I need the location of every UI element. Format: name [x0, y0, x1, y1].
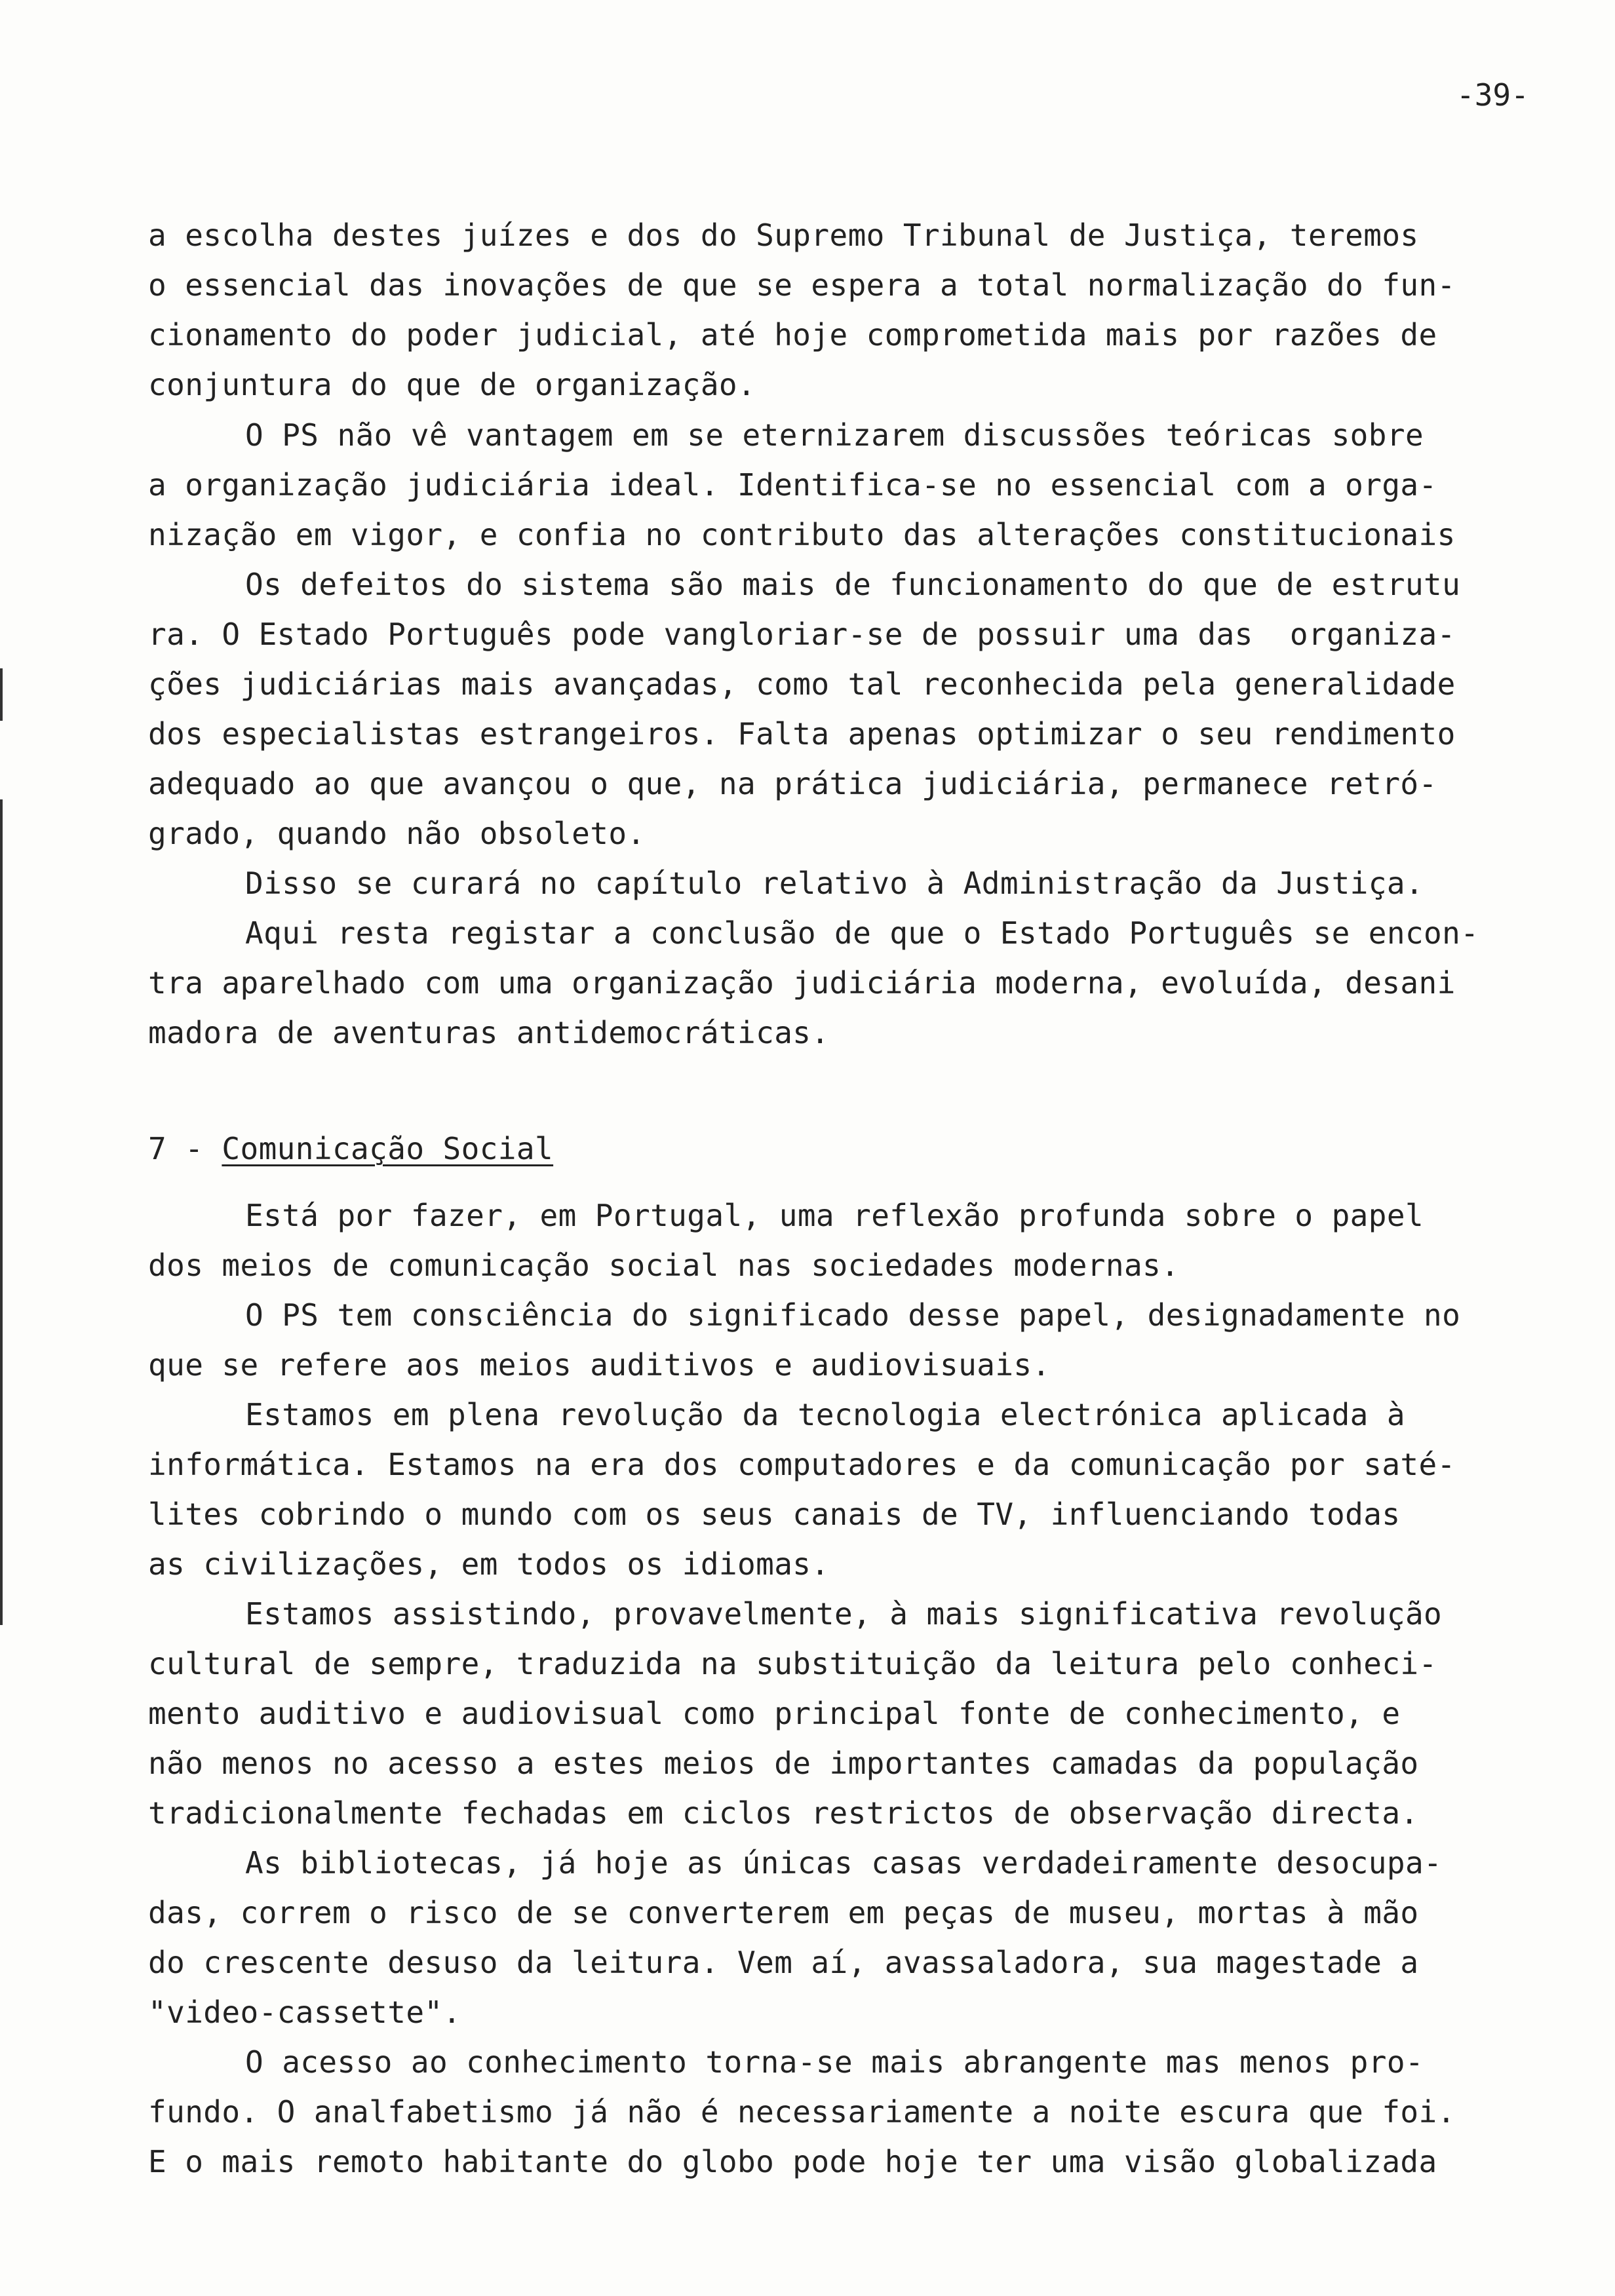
text-line: conjuntura do que de organização.	[148, 367, 756, 402]
text-line: O acesso ao conhecimento torna-se mais abrangente mas menos pro-	[245, 2044, 1424, 2080]
text-line: Estamos em plena revolução da tecnologia electrónica aplicada à	[245, 1397, 1405, 1432]
text-line: das, correm o risco de se converterem em peças de museu, mortas à mão	[148, 1895, 1419, 1930]
text-line: "video-cassette".	[148, 1995, 461, 2030]
text-line: cultural de sempre, traduzida na substituição da leitura pelo conheci-	[148, 1646, 1437, 1681]
text-line: do crescente desuso da leitura. Vem aí, avassaladora, sua magestade a	[148, 1945, 1419, 1980]
text-line: tra aparelhado com uma organização judiciária moderna, evoluída, desani	[148, 965, 1456, 1001]
text-line: ra. O Estado Português pode vangloriar-se de possuir uma das organiza-	[148, 617, 1456, 652]
section-title: Comunicação Social	[222, 1131, 554, 1166]
text-line: grado, quando não obsoleto.	[148, 816, 646, 851]
text-line: a organização judiciária ideal. Identifica-se no essencial com a orga-	[148, 467, 1437, 503]
text-line: o essencial das inovações de que se espera a total normalização do fun-	[148, 267, 1456, 303]
text-line: lites cobrindo o mundo com os seus canais de TV, influenciando todas	[148, 1497, 1401, 1532]
text-line: cionamento do poder judicial, até hoje comprometida mais por razões de	[148, 317, 1437, 353]
text-line: que se refere aos meios auditivos e audiovisuais.	[148, 1347, 1051, 1383]
text-line: mento auditivo e audiovisual como principal fonte de conhecimento, e	[148, 1696, 1401, 1731]
text-line: ções judiciárias mais avançadas, como tal reconhecida pela generalidade	[148, 666, 1456, 702]
text-line: O PS tem consciência do significado desse papel, designadamente no	[245, 1297, 1461, 1333]
text-line: Disso se curará no capítulo relativo à Administração da Justiça.	[245, 866, 1424, 901]
binding-mark	[0, 799, 3, 1625]
section-number: 7 -	[148, 1131, 222, 1166]
text-line: tradicionalmente fechadas em ciclos restrictos de observação directa.	[148, 1795, 1419, 1831]
text-line: Está por fazer, em Portugal, uma reflexão profunda sobre o papel	[245, 1198, 1424, 1233]
text-line: fundo. O analfabetismo já não é necessariamente a noite escura que foi.	[148, 2094, 1456, 2130]
text-line: O PS não vê vantagem em se eternizarem discussões teóricas sobre	[245, 417, 1424, 453]
text-line: As bibliotecas, já hoje as únicas casas verdadeiramente desocupa-	[245, 1845, 1443, 1881]
text-line: Os defeitos do sistema são mais de funcionamento do que de estrutu	[245, 567, 1461, 602]
text-line: a escolha destes juízes e dos do Supremo Tribunal de Justiça, teremos	[148, 218, 1419, 253]
text-line: madora de aventuras antidemocráticas.	[148, 1015, 830, 1050]
text-line: informática. Estamos na era dos computadores e da comunicação por saté-	[148, 1447, 1456, 1482]
text-line: não menos no acesso a estes meios de importantes camadas da população	[148, 1746, 1419, 1781]
binding-mark	[0, 668, 3, 721]
text-line: E o mais remoto habitante do globo pode hoje ter uma visão globalizada	[148, 2144, 1437, 2179]
text-line: as civilizações, em todos os idiomas.	[148, 1546, 830, 1582]
text-line: nização em vigor, e confia no contributo das alterações constitucionais	[148, 517, 1456, 552]
text-line: Aqui resta registar a conclusão de que o Estado Português se encon-	[245, 915, 1479, 951]
text-line: adequado ao que avançou o que, na prática judiciária, permanece retró-	[148, 766, 1437, 801]
text-line: Estamos assistindo, provavelmente, à mais significativa revolução	[245, 1596, 1443, 1632]
text-line: dos especialistas estrangeiros. Falta apenas optimizar o seu rendimento	[148, 716, 1456, 752]
page-number: -39-	[1456, 77, 1529, 113]
section-heading	[148, 1129, 553, 1168]
text-line: dos meios de comunicação social nas sociedades modernas.	[148, 1248, 1180, 1283]
